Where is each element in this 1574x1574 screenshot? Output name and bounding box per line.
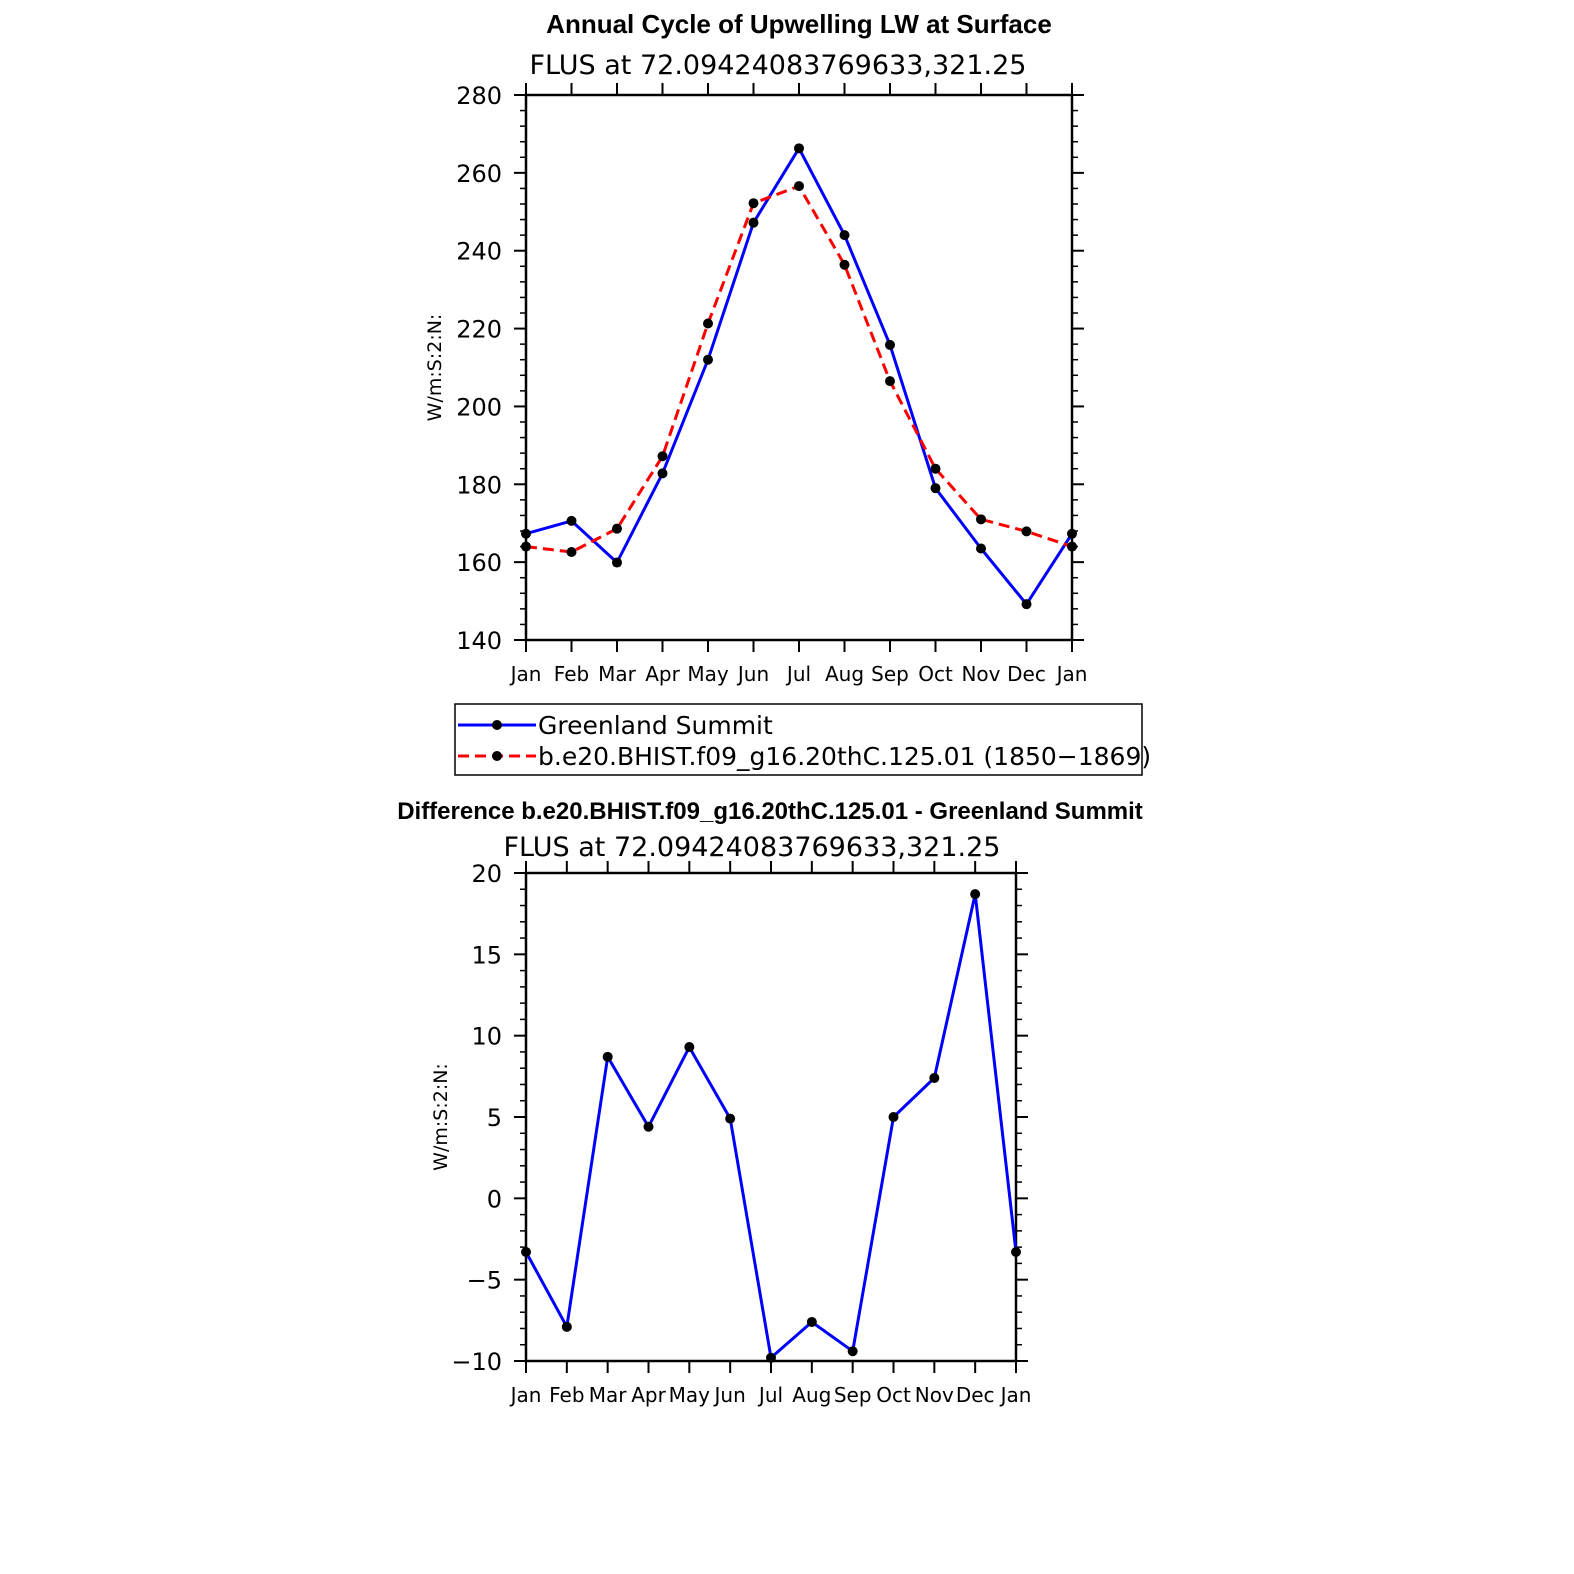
y-tick-label: 0 (486, 1185, 502, 1214)
x-tick-label: Jan (510, 1383, 542, 1407)
series-line (526, 894, 1016, 1358)
data-point (567, 516, 577, 526)
data-point (931, 464, 941, 474)
x-tick-label: Apr (645, 662, 680, 686)
data-point (931, 483, 941, 493)
x-tick-label: Aug (824, 662, 865, 686)
data-point (562, 1322, 572, 1332)
data-point (885, 340, 895, 350)
y-tick-label: 240 (456, 237, 502, 266)
y-tick-label: 15 (471, 941, 502, 970)
data-point (749, 218, 759, 228)
data-point (612, 558, 622, 568)
data-point (521, 542, 531, 552)
difference-chart (397, 798, 1143, 1407)
upper-chart (424, 9, 1151, 775)
x-tick-label: Jun (714, 1383, 746, 1407)
chart-subtitle: FLUS at 72.09424083769633,321.25 (503, 832, 1001, 863)
x-tick-label: Jan (1056, 662, 1088, 686)
data-point (766, 1353, 776, 1363)
data-point (725, 1114, 735, 1124)
series-line (526, 148, 1072, 604)
y-tick-label: −10 (451, 1348, 502, 1376)
data-point (794, 181, 804, 191)
x-tick-label: Dec (955, 1383, 995, 1407)
x-tick-label: Jul (786, 662, 812, 686)
data-point (567, 547, 577, 557)
chart-subtitle: FLUS at 72.09424083769633,321.25 (529, 50, 1027, 81)
x-tick-label: Sep (833, 1383, 872, 1407)
x-tick-label: Nov (914, 1383, 954, 1407)
data-point (1011, 1247, 1021, 1257)
x-tick-label: Dec (1007, 662, 1046, 686)
series-1 (521, 889, 1021, 1363)
series-2 (521, 181, 1077, 557)
data-point (521, 1247, 531, 1257)
legend-swatch-marker (492, 751, 502, 761)
y-tick-label: −5 (466, 1266, 502, 1295)
x-tick-label: Oct (918, 662, 953, 686)
data-point (848, 1346, 858, 1356)
x-tick-label: Jan (510, 662, 542, 686)
data-point (840, 260, 850, 270)
x-tick-label: Nov (961, 662, 1001, 686)
data-point (1067, 529, 1077, 539)
data-point (658, 468, 668, 478)
data-point (644, 1122, 654, 1132)
y-tick-label: 200 (456, 393, 502, 422)
x-tick-label: Jan (1000, 1383, 1032, 1407)
data-point (794, 143, 804, 153)
x-tick-label: Oct (876, 1383, 911, 1407)
x-tick-label: May (668, 1383, 711, 1407)
data-point (703, 355, 713, 365)
data-point (1022, 599, 1032, 609)
x-tick-label: Apr (631, 1383, 666, 1407)
y-tick-label: 280 (456, 82, 502, 110)
data-point (970, 889, 980, 899)
series-1 (521, 143, 1077, 609)
data-point (1067, 542, 1077, 552)
legend-swatch-marker (492, 720, 502, 730)
x-tick-label: Jul (758, 1383, 784, 1407)
data-point (603, 1052, 613, 1062)
x-tick-label: Mar (588, 1383, 627, 1407)
legend-label: b.e20.BHIST.f09_g16.20thC.125.01 (1850−1869) (538, 742, 1152, 771)
data-point (807, 1317, 817, 1327)
chart-title: Annual Cycle of Upwelling LW at Surface (546, 9, 1052, 39)
data-point (521, 529, 531, 539)
x-tick-label: Jun (737, 662, 770, 686)
y-axis-label: W/m:S:2:N: (424, 313, 446, 422)
x-tick-label: May (687, 662, 729, 686)
data-point (889, 1112, 899, 1122)
y-tick-label: 10 (471, 1022, 502, 1051)
y-tick-label: 180 (456, 471, 502, 500)
y-tick-label: 140 (456, 627, 502, 655)
data-point (976, 544, 986, 554)
data-point (612, 524, 622, 534)
y-tick-label: 20 (471, 860, 502, 888)
legend (455, 704, 1151, 775)
y-tick-label: 220 (456, 315, 502, 344)
data-point (749, 198, 759, 208)
x-tick-label: Feb (549, 1383, 585, 1407)
data-point (658, 451, 668, 461)
data-point (929, 1073, 939, 1083)
y-axis-label: W/m:S:2:N: (430, 1063, 452, 1171)
data-point (885, 376, 895, 386)
x-tick-label: Feb (553, 662, 590, 686)
y-tick-label: 160 (456, 549, 502, 578)
data-point (684, 1042, 694, 1052)
data-point (840, 230, 850, 240)
data-point (976, 514, 986, 524)
y-tick-label: 260 (456, 159, 502, 188)
data-point (1022, 526, 1032, 536)
data-point (703, 319, 713, 329)
x-tick-label: Sep (871, 662, 909, 686)
series-line (526, 186, 1072, 552)
x-tick-label: Aug (792, 1383, 832, 1407)
legend-label: Greenland Summit (538, 711, 773, 740)
x-tick-label: Mar (598, 662, 636, 686)
chart-title: Difference b.e20.BHIST.f09_g16.20thC.125.01 - Greenland Summit (397, 798, 1143, 825)
y-tick-label: 5 (486, 1104, 502, 1132)
